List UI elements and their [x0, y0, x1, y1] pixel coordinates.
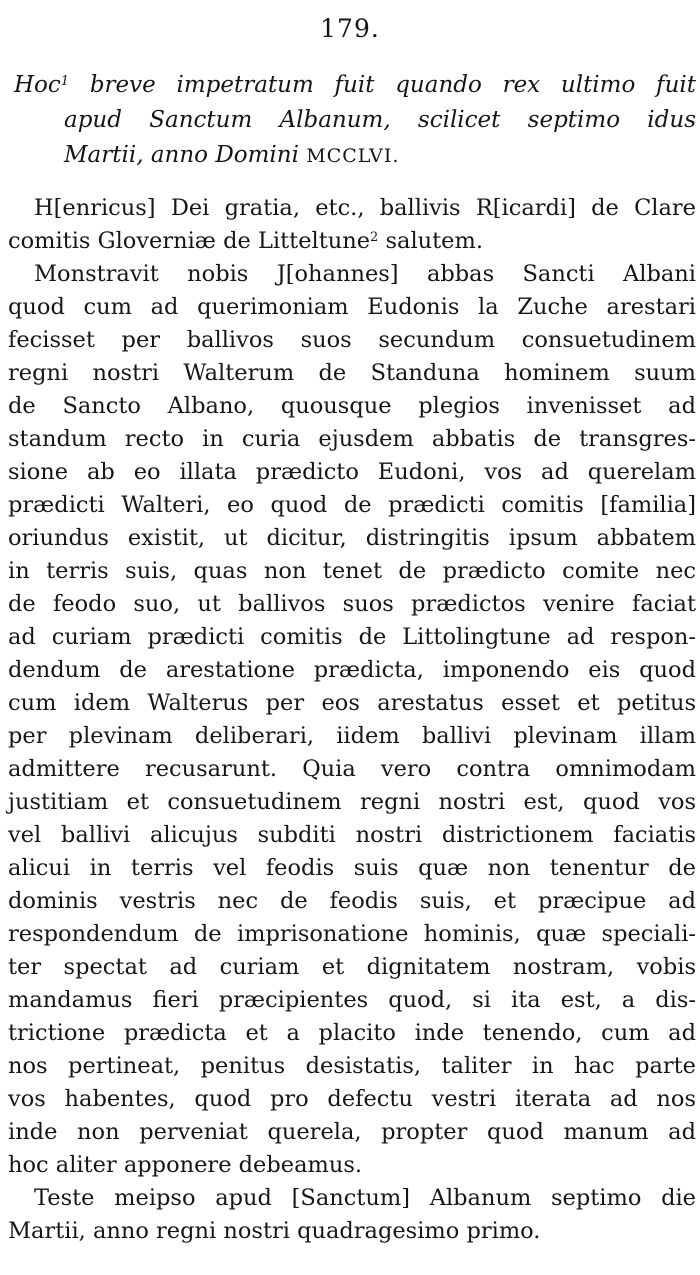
heading-line-1 [14, 68, 696, 103]
paragraph-line: nos pertineat, penitus desistatis, taliter in hac parte [8, 1053, 696, 1079]
paragraph-line: oriundus existit, ut dicitur, distringitis ipsum abbatem [8, 525, 696, 551]
footnote-marker-2: 2 [370, 230, 379, 245]
paragraph-line: per plevinam deliberari, iidem ballivi plevinam illam [8, 723, 696, 749]
paragraph-line: regni nostri Walterum de Standuna hominem suum [8, 360, 696, 386]
page-number: 179. [320, 14, 380, 43]
main-paragraph [8, 258, 696, 1182]
heading-line-1-rest: breve impetratum fuit quando rex ultimo fuit [69, 72, 696, 98]
heading-line-3 [14, 138, 696, 174]
paragraph-line: prædicti Walteri, eo quod de prædicti comitis [familia] [8, 492, 696, 518]
paragraph-line [8, 225, 696, 258]
address-paragraph [8, 192, 696, 258]
document-body [8, 192, 696, 1248]
paragraph-line: respondendum de imprisonatione hominis, quæ speciali- [8, 921, 696, 947]
paragraph-line: dendum de arestatione prædicta, imponendo eis quod [8, 657, 696, 683]
paragraph-line: fecisset per ballivos suos secundum consuetudinem [8, 327, 696, 353]
paragraph-line: justitiam et consuetudinem regni nostri est, quod vos [8, 789, 696, 815]
paragraph-line: hoc aliter apponere debeamus. [8, 1152, 363, 1178]
paragraph-line: dominis vestris nec de feodis suis, et præcipue ad [8, 888, 696, 914]
paragraph-line: vos habentes, quod pro defectu vestri iterata ad nos [8, 1086, 696, 1112]
paragraph-line: standum recto in curia ejusdem abbatis de transgres- [8, 426, 696, 452]
paragraph-line: sione ab eo illata prædicto Eudoni, vos ad querelam [8, 459, 696, 485]
paragraph-line: H[enricus] Dei gratia, etc., ballivis R[icardi] de Clare [34, 195, 696, 221]
paragraph-line: mandamus fieri præcipientes quod, si ita est, a dis- [8, 987, 696, 1013]
paragraph-line: ad curiam prædicti comitis de Littolingtune ad respon- [8, 624, 696, 650]
heading-line-1-start: Hoc [14, 72, 61, 98]
heading-line-2: apud Sanctum Albanum, scilicet septimo idus [64, 107, 696, 133]
paragraph-line: quod cum ad querimoniam Eudonis la Zuche arestari [8, 294, 696, 320]
paragraph-line: de feodo suo, ut ballivos suos prædictos venire faciat [8, 591, 696, 617]
paragraph-line: Martii, anno regni nostri quadragesimo primo. [8, 1218, 541, 1244]
paragraph-line: de Sancto Albano, quousque plegios invenisset ad [8, 393, 696, 419]
heading-line-3-text: Martii, anno Domini [64, 142, 307, 168]
paragraph-line: Monstravit nobis J[ohannes] abbas Sancti Albani [34, 261, 696, 287]
paragraph-line: in terris suis, quas non tenet de prædicto comite nec [8, 558, 696, 584]
footnote-marker-1: 1 [60, 74, 70, 89]
paragraph-line: Teste meipso apud [Sanctum] Albanum septimo die [34, 1185, 696, 1211]
paragraph-line: trictione prædicta et a placito inde tenendo, cum ad [8, 1020, 696, 1046]
paragraph-line: admittere recusarunt. Quia vero contra omnimodam [8, 756, 696, 782]
paragraph-line-text: comitis Gloverniæ de Litteltune [8, 228, 371, 254]
rubric-heading [14, 68, 696, 174]
attestation-paragraph [8, 1182, 696, 1248]
heading-year: MCCLVI. [306, 145, 400, 167]
paragraph-line-text: salutem. [378, 228, 483, 254]
paragraph-line: inde non perveniat querela, propter quod manum ad [8, 1119, 696, 1145]
paragraph-line: vel ballivi alicujus subditi nostri districtionem faciatis [8, 822, 696, 848]
paragraph-line: alicui in terris vel feodis suis quæ non tenentur de [8, 855, 696, 881]
paragraph-line: cum idem Walterus per eos arestatus esset et petitus [8, 690, 696, 716]
paragraph-line: ter spectat ad curiam et dignitatem nostram, vobis [8, 954, 696, 980]
